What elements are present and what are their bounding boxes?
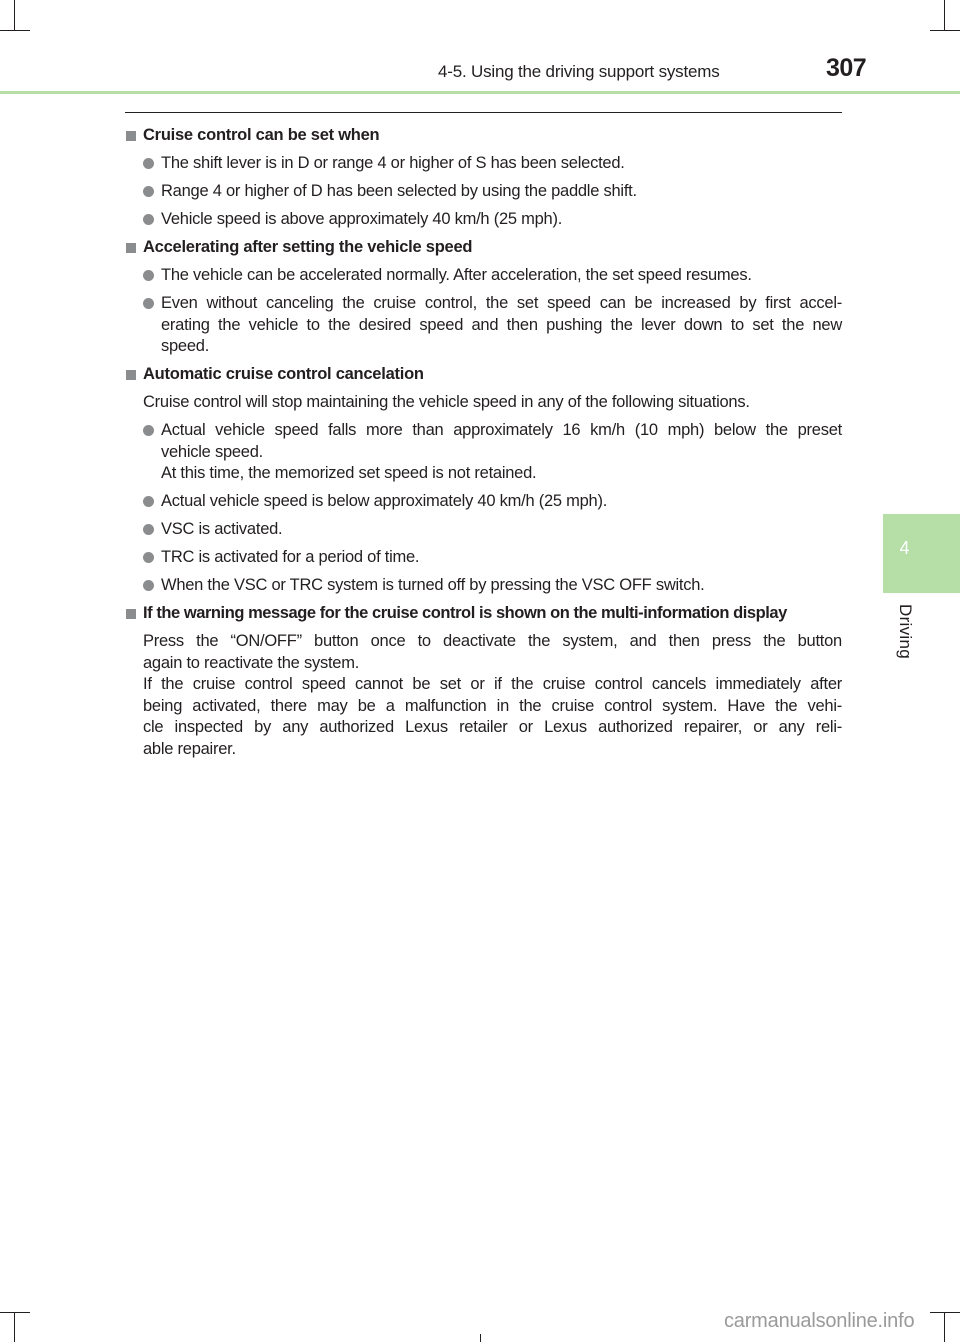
list-item-text: When the VSC or TRC system is turned off by pressing the VSC OFF switch. (161, 576, 705, 594)
paragraph-line: able repairer. (143, 739, 236, 758)
section-heading (125, 237, 842, 259)
list-item-text: VSC is activated. (161, 520, 283, 538)
circle-bullet-icon (143, 158, 154, 169)
list-item (125, 420, 842, 485)
crop-mark (14, 1312, 15, 1342)
list-item-text: TRC is activated for a period of time. (161, 548, 420, 566)
paragraph: Cruise control will stop maintaining the vehicle speed in any of the following situations. (143, 393, 750, 411)
circle-bullet-icon (143, 524, 154, 535)
list-item-line: vehicle speed. (161, 442, 263, 461)
section-heading (125, 603, 842, 625)
chapter-tab (883, 514, 960, 593)
crop-mark (0, 30, 30, 31)
square-bullet-icon (126, 609, 136, 619)
circle-bullet-icon (143, 186, 154, 197)
list-item (125, 519, 842, 541)
section-heading (125, 364, 842, 386)
paragraph-line: Press the “ON/OFF” button once to deactivate the system, and then press the button (143, 632, 842, 650)
paragraph-line: again to reactivate the system. (143, 653, 360, 672)
circle-bullet-icon (143, 580, 154, 591)
list-item (125, 265, 842, 287)
paragraph-line: being activated, there may be a malfunction in the cruise control system. Have the vehi- (143, 696, 842, 715)
header-rule (0, 91, 960, 94)
circle-bullet-icon (143, 298, 154, 309)
list-item (125, 547, 842, 569)
crop-mark (944, 0, 945, 30)
heading-text: Cruise control can be set when (143, 126, 380, 144)
list-item (125, 181, 842, 203)
heading-text: Automatic cruise control cancelation (143, 365, 424, 383)
list-item-text: The shift lever is in D or range 4 or higher of S has been selected. (161, 154, 625, 172)
list-item-line: erating the vehicle to the desired speed and then pushing the lever down to set the new (161, 315, 842, 334)
circle-bullet-icon (143, 552, 154, 563)
heading-text: If the warning message for the cruise control is shown on the multi-information display (143, 604, 787, 622)
list-item (125, 293, 842, 358)
paragraph-line: If the cruise control speed cannot be set or if the cruise control cancels immediately after (143, 675, 842, 693)
circle-bullet-icon (143, 270, 154, 281)
circle-bullet-icon (143, 214, 154, 225)
crop-mark (930, 30, 960, 31)
paragraph-line: cle inspected by any authorized Lexus retailer or Lexus authorized repairer, or any reli- (143, 718, 842, 736)
crop-mark (14, 0, 15, 30)
list-item (125, 575, 842, 597)
crop-mark (480, 1334, 481, 1342)
main-content (125, 125, 842, 767)
list-item-text: Actual vehicle speed is below approximately 40 km/h (25 mph). (161, 492, 608, 510)
list-item-line: At this time, the memorized set speed is not retained. (161, 464, 537, 482)
section-title: 4-5. Using the driving support systems (438, 62, 720, 81)
content-top-rule (125, 112, 842, 113)
crop-mark (930, 1312, 960, 1313)
section-heading (125, 125, 842, 147)
crop-mark (944, 1312, 945, 1342)
paragraph (125, 631, 842, 760)
square-bullet-icon (126, 370, 136, 380)
list-item (125, 153, 842, 175)
watermark: carmanualsonline.info (724, 1310, 915, 1332)
circle-bullet-icon (143, 496, 154, 507)
list-item-text: Range 4 or higher of D has been selected by using the paddle shift. (161, 182, 637, 200)
list-item (125, 491, 842, 513)
square-bullet-icon (126, 243, 136, 253)
heading-text: Accelerating after setting the vehicle speed (143, 238, 473, 256)
list-item (125, 209, 842, 231)
chapter-label: Driving (896, 604, 915, 660)
list-item-text: The vehicle can be accelerated normally. After acceleration, the set speed resumes. (161, 266, 752, 284)
list-item-line: speed. (161, 337, 210, 355)
circle-bullet-icon (143, 425, 154, 436)
list-item-line: Actual vehicle speed falls more than approximately 16 km/h (10 mph) below the preset (161, 421, 842, 439)
page-number: 307 (826, 54, 867, 82)
list-item-text: Vehicle speed is above approximately 40 km/h (25 mph). (161, 210, 563, 228)
list-item-line: Even without canceling the cruise control, the set speed can be increased by first accel- (161, 294, 842, 312)
chapter-number: 4 (899, 538, 910, 558)
square-bullet-icon (126, 131, 136, 141)
crop-mark (0, 1312, 30, 1313)
